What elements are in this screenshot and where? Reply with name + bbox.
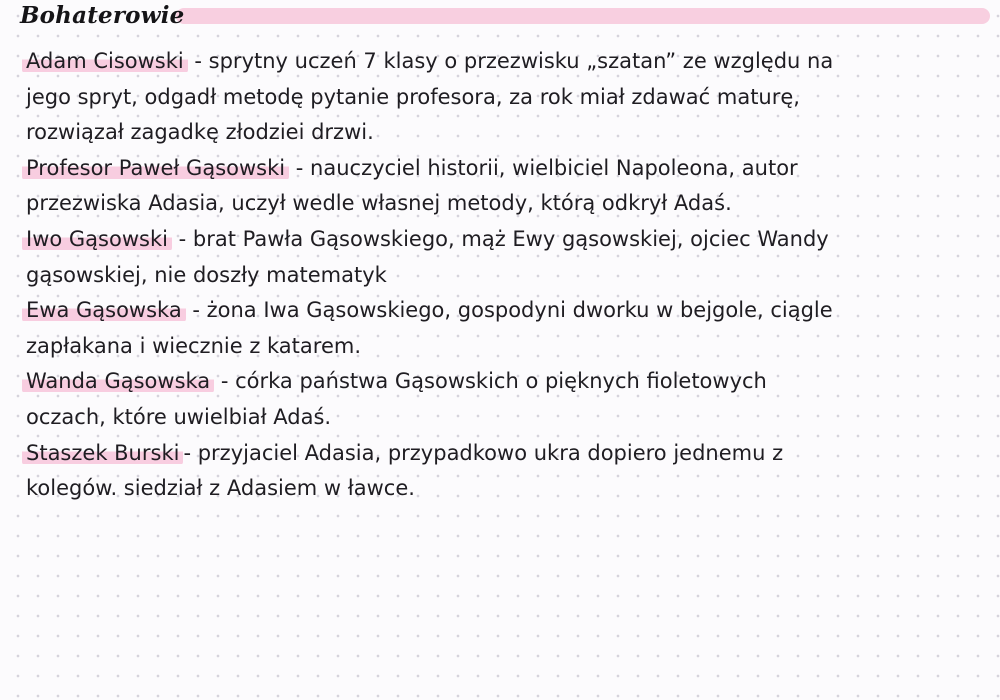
title-highlight-bar — [176, 8, 990, 24]
character-name: Ewa Gąsowska — [22, 298, 186, 322]
character-entry-staszek-burski — [26, 436, 846, 507]
character-entry-iwo-gasowski — [26, 222, 846, 293]
character-name: Adam Cisowski — [22, 49, 188, 73]
characters-list — [26, 44, 846, 507]
page-title: Bohaterowie — [20, 2, 185, 29]
character-description: - przyjaciel Adasia, przypadkowo ukra dopiero jednemu z kolegów. siedział z Adasiem w ławce. — [26, 440, 784, 501]
character-description: - sprytny uczeń 7 klasy o przezwisku „szatan” ze względu na jego spryt, odgadł metodę pytanie profesora, za rok miał zdawać maturę, rozwiązał zagadkę złodziei drzwi. — [26, 49, 834, 145]
character-description: - nauczyciel historii, wielbiciel Napoleona, autor przezwiska Adasia, uczył wedle własnej metody, którą odkrył Adaś. — [26, 155, 798, 216]
character-name: Iwo Gąsowski — [22, 227, 172, 251]
character-entry-adam-cisowski — [26, 44, 846, 151]
character-entry-pawel-gasowski — [26, 151, 846, 222]
character-description: - żona Iwa Gąsowskiego, gospodyni dworku w bejgole, ciągle zapłakana i wiecznie z katarem. — [26, 298, 833, 358]
header — [0, 0, 1000, 40]
character-description: - córka państwa Gąsowskich o pięknych fioletowych oczach, które uwielbiał Adaś. — [26, 369, 767, 429]
character-name: Profesor Paweł Gąsowski — [22, 156, 289, 180]
character-entry-wanda-gasowska — [26, 364, 846, 435]
character-name: Wanda Gąsowska — [22, 369, 214, 393]
character-name: Staszek Burski — [22, 441, 183, 465]
character-entry-ewa-gasowska — [26, 293, 846, 364]
character-description: - brat Pawła Gąsowskiego, mąż Ewy gąsowskiej, ojciec Wandy gąsowskiej, nie doszły matematyk — [26, 226, 829, 287]
